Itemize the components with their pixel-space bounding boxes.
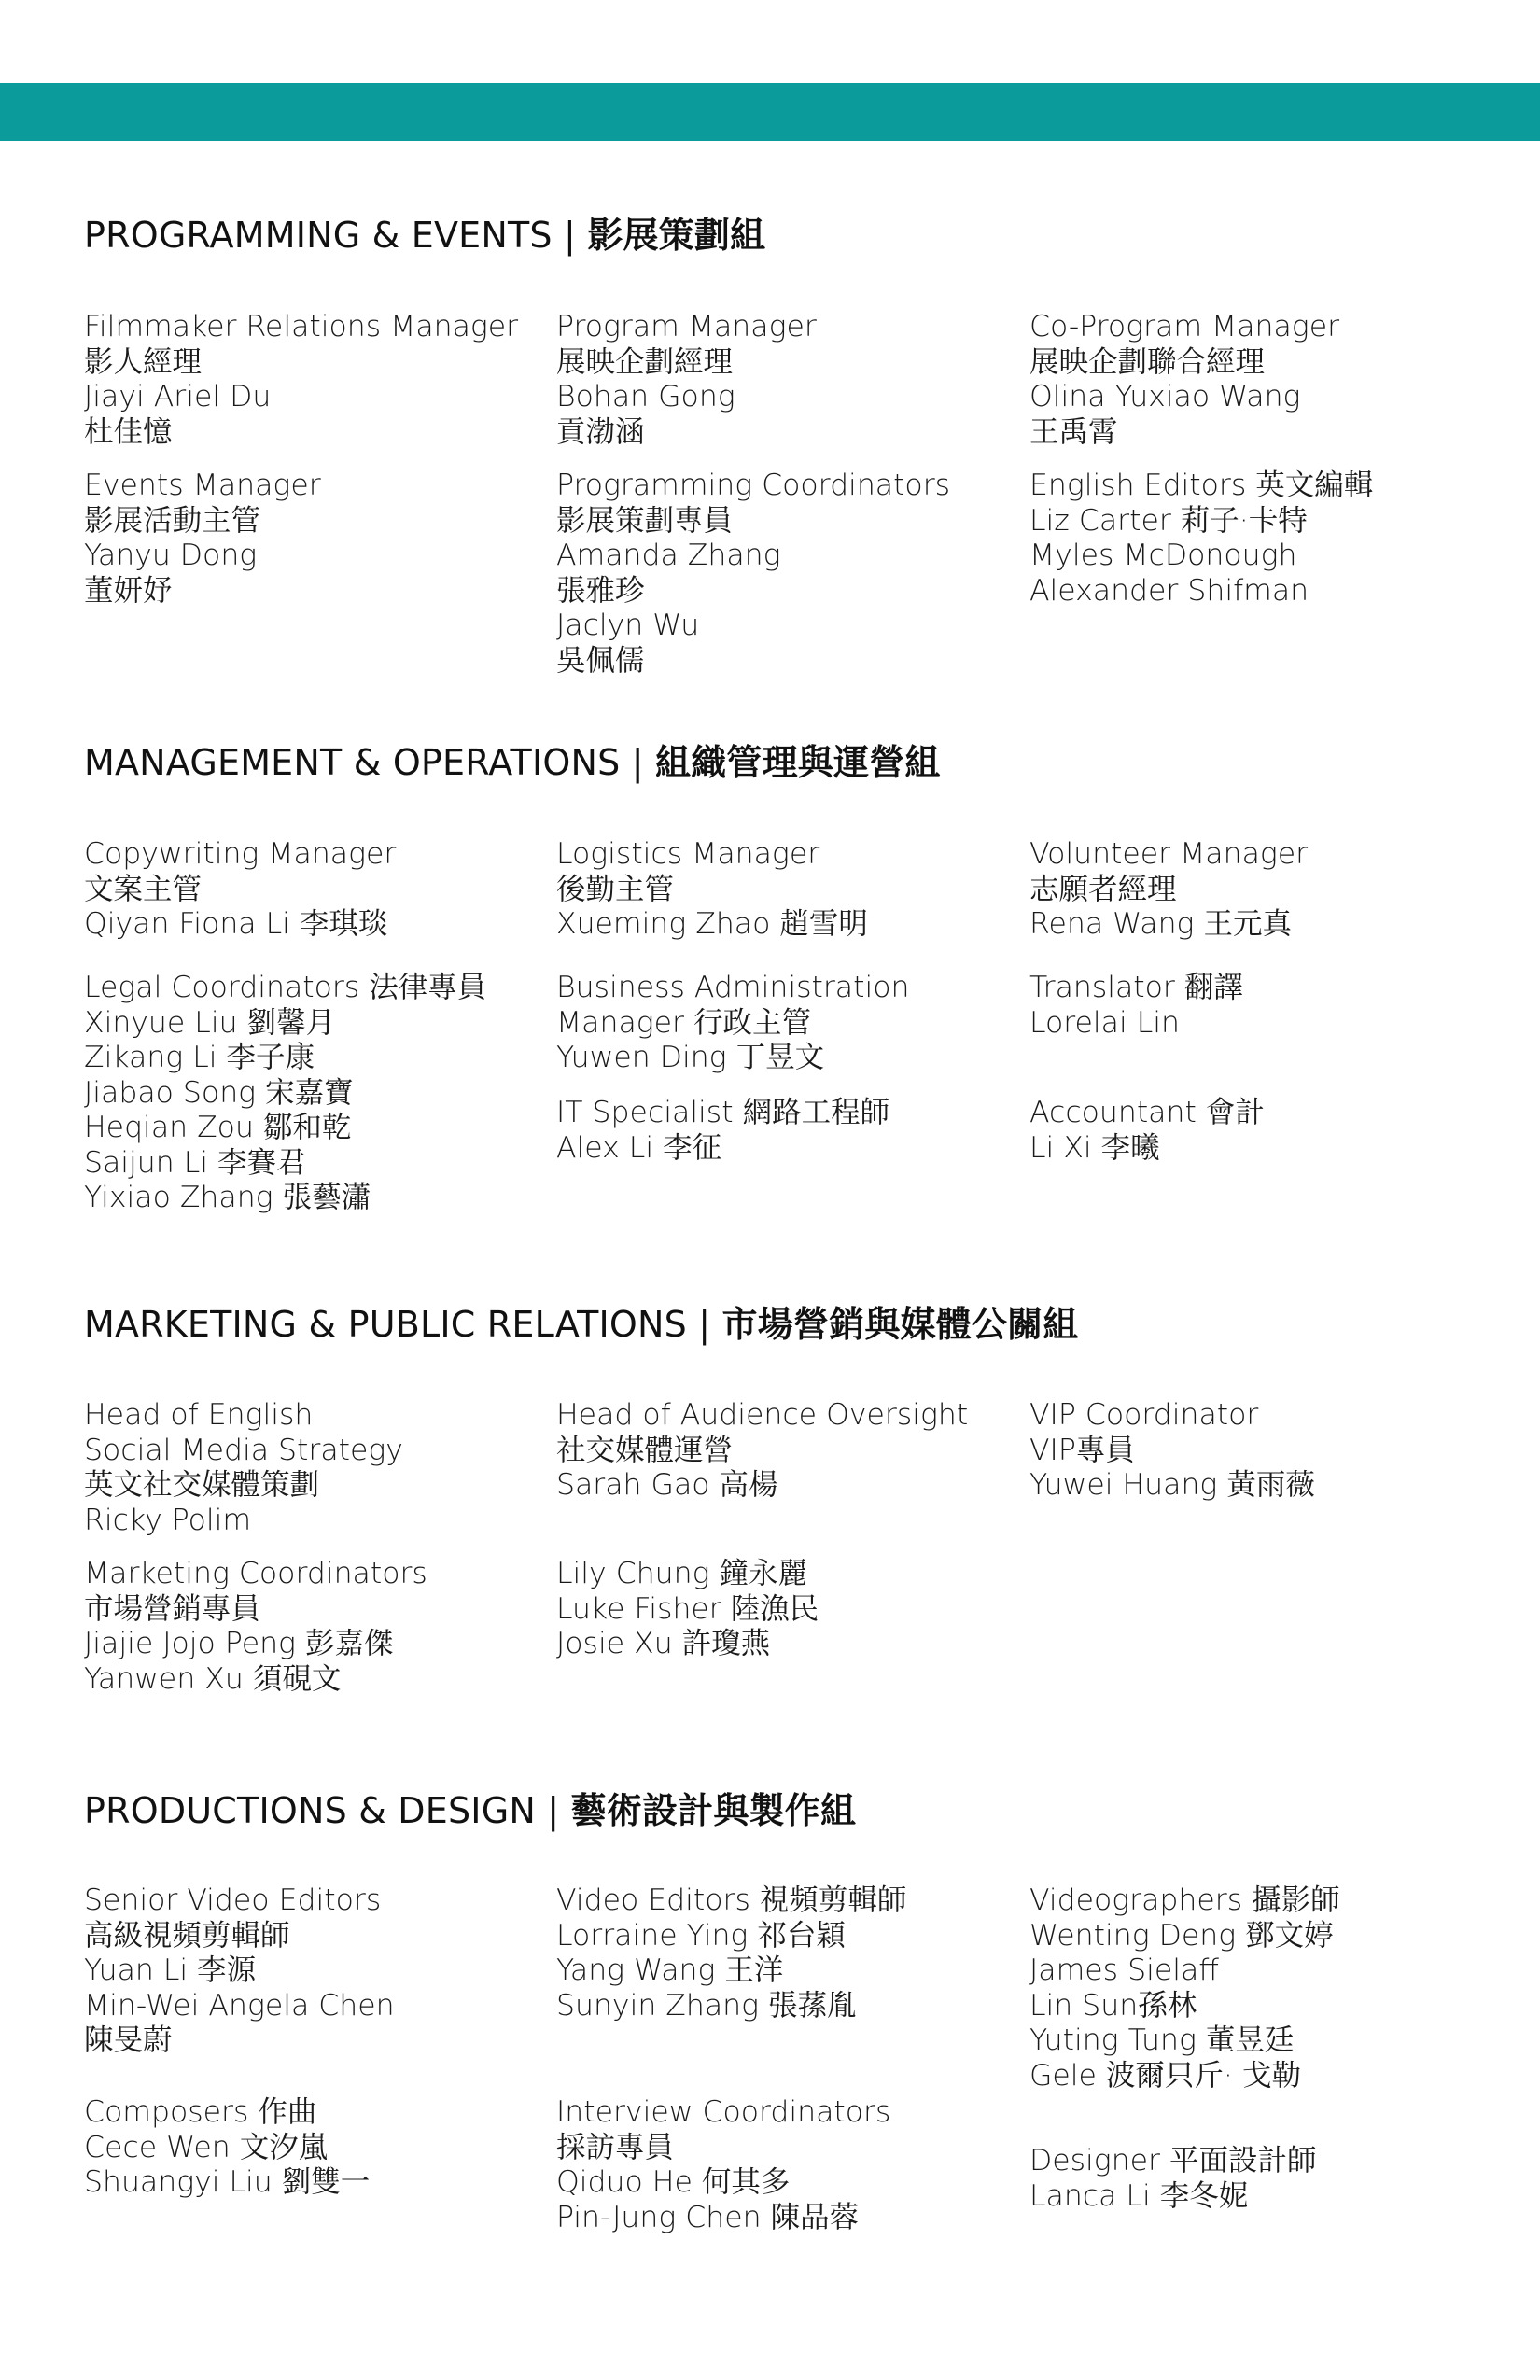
section-title-separator: | [535,1790,571,1831]
staff-line: 王禹霄 [1029,414,1118,449]
staff-block-copywriting-manager [84,837,532,943]
staff-line: 志願者經理 [1029,872,1177,906]
section-title-en: MANAGEMENT & OPERATIONS [84,742,621,783]
staff-line: Lanca Li 李冬妮 [1029,2178,1249,2213]
staff-block-programming-coordinators [556,469,1004,679]
staff-line: Yixiao Zhang 張藝瀟 [84,1181,371,1214]
staff-line: Yuan Li 李源 [84,1953,257,1987]
staff-block-videographers [1029,1883,1477,2093]
section-title-management-operations [84,734,941,785]
staff-line: Pin-Jung Chen 陳品蓉 [556,2200,860,2234]
staff-block-composers [84,2095,532,2201]
staff-line: Lin Sun孫林 [1029,1988,1197,2023]
staff-line: Li Xi 李曦 [1029,1130,1160,1165]
staff-block-business-administration [556,971,1004,1076]
staff-line: Volunteer Manager [1029,837,1309,871]
section-title-separator: | [620,742,655,783]
staff-line: 影展策劃專員 [556,503,734,538]
staff-line: Jiayi Ariel Du [84,380,272,413]
staff-line: Sarah Gao 高楊 [556,1468,778,1502]
staff-line: Zikang Li 李子康 [84,1041,315,1074]
staff-line: 張雅珍 [556,573,645,608]
staff-line: Yanwen Xu 須硯文 [84,1661,342,1696]
staff-line: Qiduo He 何其多 [556,2165,791,2199]
staff-line: Copywriting Manager [84,837,397,871]
staff-line: 市場營銷專員 [84,1591,261,1626]
staff-line: Marketing Coordinators [84,1557,427,1590]
section-title-marketing-public-relations [84,1295,1079,1347]
staff-block-english-editors [1029,469,1477,609]
staff-block-head-of-audience-oversight [556,1398,1004,1504]
staff-line: 貢渤涵 [556,414,645,449]
staff-block-logistics-manager [556,837,1004,943]
staff-line: Videographers 攝影師 [1029,1883,1340,1917]
section-title-zh: 影展策劃組 [587,215,766,256]
section-title-zh: 市場營銷與媒體公關組 [721,1304,1079,1345]
section-title-en: PRODUCTIONS & DESIGN [84,1790,536,1831]
staff-line: Yanyu Dong [84,539,258,572]
staff-line: Amanda Zhang [556,539,781,572]
staff-line: Heqian Zou 鄒和乾 [84,1111,352,1144]
staff-line: Saijun Li 李賽君 [84,1145,306,1180]
staff-line: 社交媒體運營 [556,1433,734,1467]
staff-line: Yuwei Huang 黃雨薇 [1029,1468,1315,1502]
staff-line: Jiabao Song 宋嘉寶 [84,1075,354,1110]
staff-line: 吳佩儒 [556,643,645,678]
staff-line: Luke Fisher 陸漁民 [556,1591,819,1626]
staff-line: Program Manager [556,310,817,343]
staff-block-marketing-coordinators [84,1557,532,1697]
staff-line: Social Media Strategy [84,1433,403,1467]
staff-line: Olina Yuxiao Wang [1029,380,1301,413]
staff-line: Gele 波爾只斤· 戈勒 [1029,2058,1301,2093]
staff-line: Yuwen Ding 丁昱文 [556,1041,825,1074]
staff-line: 高級視頻剪輯師 [84,1918,290,1953]
staff-line: Translator 翻譯 [1029,971,1243,1004]
section-title-zh: 藝術設計與製作組 [570,1790,857,1831]
staff-line: 陳旻蔚 [84,2023,173,2057]
staff-line: James Sielaff [1029,1953,1219,1987]
staff-line: Composers 作曲 [84,2095,317,2129]
staff-block-events-manager [84,469,532,609]
staff-block-head-of-english-social [84,1398,532,1538]
staff-line: 後勤主管 [556,872,675,906]
staff-line: Lorelai Lin [1029,1005,1180,1040]
staff-line: Xinyue Liu 劉馨月 [84,1005,336,1040]
staff-line: Head of Audience Oversight [556,1398,969,1432]
staff-line: Events Manager [84,469,321,502]
section-title-en: PROGRAMMING & EVENTS [84,215,553,256]
staff-line: 英文社交媒體策劃 [84,1468,320,1502]
header-color-band [0,83,1540,141]
staff-line: Qiyan Fiona Li 李琪琰 [84,907,388,941]
staff-line: 文案主管 [84,872,203,906]
staff-line: Yuting Tung 董昱廷 [1029,2023,1295,2057]
staff-line: Manager 行政主管 [556,1005,811,1040]
staff-line: 展映企劃聯合經理 [1029,344,1266,379]
staff-block-it-specialist [556,1096,1004,1166]
staff-block-vip-coordinator [1029,1398,1477,1504]
staff-block-legal-coordinators [84,971,532,1216]
staff-line: Interview Coordinators [556,2095,891,2129]
staff-line: Cece Wen 文汐嵐 [84,2130,329,2164]
staff-block-interview-coordinators [556,2095,1004,2235]
staff-line: Filmmaker Relations Manager [84,310,519,343]
section-title-en: MARKETING & PUBLIC RELATIONS [84,1304,687,1345]
staff-block-volunteer-manager [1029,837,1477,943]
staff-line: Logistics Manager [556,837,820,871]
staff-line: Programming Coordinators [556,469,951,502]
staff-block-marketing-coordinators-cont [556,1557,1004,1662]
section-title-separator: | [686,1304,722,1345]
staff-block-co-program-manager [1029,310,1477,450]
staff-line: 影人經理 [84,344,203,379]
staff-block-video-editors [556,1883,1004,2023]
section-title-productions-design [84,1782,856,1833]
staff-line: 董妍妤 [84,573,173,608]
staff-line: Lorraine Ying 祁台穎 [556,1918,846,1953]
staff-block-filmmaker-relations [84,310,532,450]
staff-line: Business Administration [556,971,910,1004]
staff-line: 展映企劃經理 [556,344,734,379]
staff-line: Rena Wang 王元真 [1029,907,1292,941]
staff-block-translator [1029,971,1477,1041]
staff-line: Myles McDonough [1029,539,1297,572]
staff-line: Accountant 會計 [1029,1096,1265,1129]
staff-line: IT Specialist 網路工程師 [556,1096,890,1129]
staff-line: Min-Wei Angela Chen [84,1988,395,2023]
staff-block-accountant [1029,1096,1477,1166]
staff-line: Legal Coordinators 法律專員 [84,971,487,1004]
staff-line: Video Editors 視頻剪輯師 [556,1883,907,1917]
staff-line: Jiajie Jojo Peng 彭嘉傑 [84,1627,394,1660]
staff-line: 杜佳憶 [84,414,173,449]
staff-line: Senior Video Editors [84,1883,382,1917]
staff-line: VIP Coordinator [1029,1398,1259,1432]
section-title-zh: 組織管理與運營組 [655,742,941,783]
staff-line: Sunyin Zhang 張蓀胤 [556,1988,857,2023]
staff-line: Alexander Shifman [1029,573,1309,608]
staff-line: 採訪專員 [556,2130,675,2164]
section-title-programming-events [84,206,765,258]
staff-line: Liz Carter 莉子·卡特 [1029,503,1308,538]
staff-block-program-manager [556,310,1004,450]
staff-line: Lily Chung 鐘永麗 [556,1557,808,1590]
staff-line: 影展活動主管 [84,503,261,538]
staff-line: Jaclyn Wu [556,609,700,642]
staff-line: Co-Program Manager [1029,310,1340,343]
staff-line: Xueming Zhao 趙雪明 [556,907,868,941]
staff-line: Yang Wang 王洋 [556,1953,784,1987]
staff-block-designer [1029,2144,1477,2214]
staff-line: Designer 平面設計師 [1029,2144,1317,2177]
staff-line: Ricky Polim [84,1503,252,1537]
staff-block-senior-video-editors [84,1883,532,2059]
staff-line: Wenting Deng 鄧文婷 [1029,1918,1334,1953]
staff-line: Shuangyi Liu 劉雙一 [84,2165,371,2199]
staff-line: Alex Li 李征 [556,1130,722,1165]
staff-line: Josie Xu 許瓊燕 [556,1627,771,1660]
staff-line: Bohan Gong [556,380,735,413]
staff-line: English Editors 英文編輯 [1029,469,1374,502]
staff-line: VIP專員 [1029,1433,1135,1467]
staff-line: Head of English [84,1398,314,1432]
section-title-separator: | [552,215,588,256]
